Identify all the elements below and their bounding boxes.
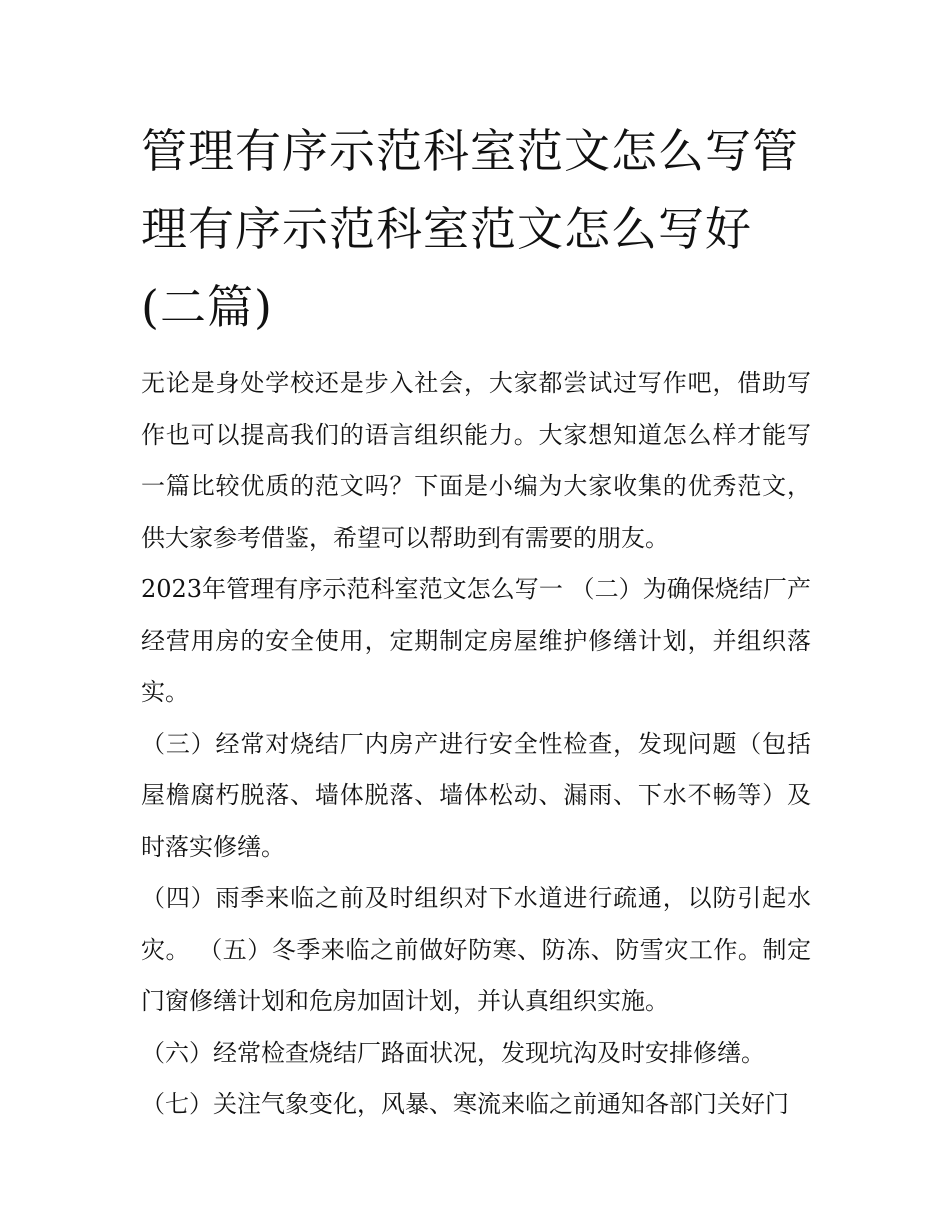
intro-paragraph: 无论是身处学校还是步入社会，大家都尝试过写作吧，借助写作也可以提高我们的语言组织能力。大家想知道怎么样才能写一篇比较优质的范文吗？下面是小编为大家收集的优秀范文，供大家参考借鉴，希望可以帮助到有需要的朋友。 bbox=[141, 369, 811, 552]
paragraph-item-6: （六）经常检查烧结厂路面状况，发现坑沟及时安排修缮。 bbox=[141, 1038, 765, 1067]
paragraph-item-4-5: （四）雨季来临之前及时组织对下水道进行疏通，以防引起水灾。 （五）冬季来临之前做好防寒、防冻、防雪灾工作。制定门窗修缮计划和危房加固计划，并认真组织实施。 bbox=[141, 884, 811, 1015]
document-body bbox=[141, 358, 811, 1131]
document-title: 管理有序示范科室范文怎么写管理有序示范科室范文怎么写好(二篇) bbox=[141, 124, 799, 334]
paragraph-item-2: 2023年管理有序示范科室范文怎么写一 （二）为确保烧结厂产经营用房的安全使用，定期制定房屋维护修缮计划，并组织落实。 bbox=[141, 575, 811, 706]
paragraph-item-3: （三）经常对烧结厂内房产进行安全性检查，发现问题（包括屋檐腐朽脱落、墙体脱落、墙体松动、漏雨、下水不畅等）及时落实修缮。 bbox=[141, 729, 811, 861]
paragraph-item-7: （七）关注气象变化，风暴、寒流来临之前通知各部门关好门 bbox=[141, 1090, 789, 1118]
document-page bbox=[141, 112, 811, 1131]
